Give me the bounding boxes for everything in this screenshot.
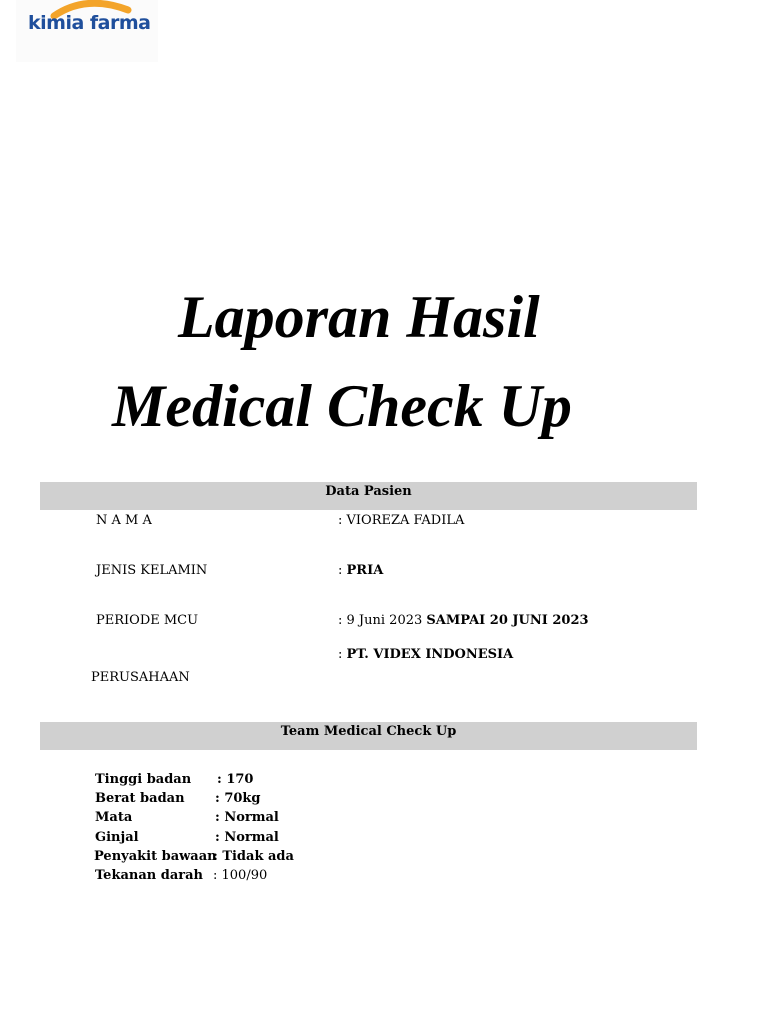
field-label-nama: N A M A (96, 513, 152, 528)
field-value-jenis-kelamin (338, 563, 383, 578)
gender-value: PRIA (346, 563, 384, 578)
colon: : (338, 647, 343, 662)
vital-label: Penyakit bawaan (94, 848, 217, 864)
vital-value: : 170 (217, 772, 254, 787)
section-heading-text: Data Pasien (325, 484, 412, 499)
field-label-perusahaan: PERUSAHAAN (91, 670, 190, 685)
section-heading-text: Team Medical Check Up (280, 724, 457, 739)
field-value-nama: : VIOREZA FADILA (338, 513, 465, 528)
vital-value: : 70kg (215, 791, 261, 807)
section-heading-team-mcu (40, 722, 697, 750)
report-title-line1: Laporan Hasil (178, 284, 540, 350)
report-title-line2: Medical Check Up (112, 373, 572, 439)
period-end: SAMPAI 20 JUNI 2023 (426, 613, 589, 628)
vital-label: Tekanan darah (95, 867, 203, 883)
vital-label: Mata (95, 810, 133, 826)
colon: : (338, 563, 343, 578)
vital-label: Tinggi badan (95, 772, 192, 787)
section-heading-data-pasien (40, 482, 697, 510)
vital-label: Berat badan (95, 791, 185, 807)
field-value-periode-mcu (338, 613, 589, 628)
field-label-periode-mcu: PERIODE MCU (96, 613, 199, 628)
company-value: PT. VIDEX INDONESIA (346, 647, 514, 662)
vital-value: : Tidak ada (213, 848, 294, 864)
field-value-perusahaan (338, 647, 513, 662)
vital-value: : Normal (215, 810, 279, 826)
vital-value: : Normal (215, 829, 279, 845)
vital-label: Ginjal (95, 829, 139, 845)
company-logo (16, 0, 158, 62)
logo-text: kimia farma (28, 12, 151, 34)
period-start: 9 Juni 2023 (346, 613, 423, 628)
colon: : (338, 613, 343, 628)
field-label-jenis-kelamin: JENIS KELAMIN (96, 563, 208, 578)
vital-value: : 100/90 (213, 867, 268, 883)
